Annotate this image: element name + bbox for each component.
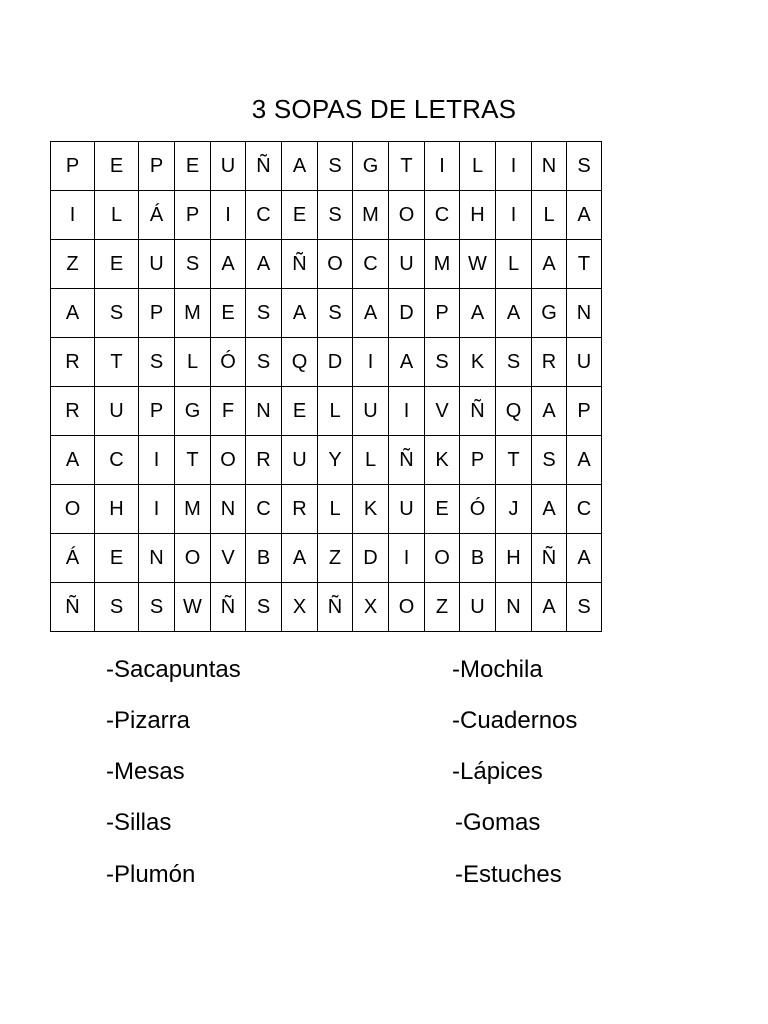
- grid-cell: S: [318, 142, 353, 191]
- grid-cell: P: [175, 191, 211, 240]
- grid-cell: O: [175, 534, 211, 583]
- grid-cell: M: [425, 240, 460, 289]
- grid-cell: S: [175, 240, 211, 289]
- grid-cell: L: [353, 436, 389, 485]
- grid-cell: O: [51, 485, 95, 534]
- grid-cell: P: [139, 387, 175, 436]
- word-right-3: -Gomas: [455, 809, 541, 836]
- grid-cell: G: [532, 289, 567, 338]
- grid-cell: X: [282, 583, 318, 632]
- grid-cell: U: [95, 387, 139, 436]
- grid-cell: Ñ: [211, 583, 246, 632]
- grid-cell: A: [282, 289, 318, 338]
- grid-cell: S: [567, 583, 602, 632]
- grid-cell: V: [211, 534, 246, 583]
- grid-cell: R: [51, 338, 95, 387]
- grid-cell: A: [496, 289, 532, 338]
- word-left-1: -Pizarra: [106, 707, 191, 734]
- grid-cell: U: [211, 142, 246, 191]
- grid-cell: A: [282, 142, 318, 191]
- word-left-2: -Mesas: [106, 758, 185, 785]
- grid-cell: A: [532, 387, 567, 436]
- grid-cell: I: [389, 387, 425, 436]
- grid-cell: A: [567, 436, 602, 485]
- grid-cell: S: [425, 338, 460, 387]
- grid-cell: Ñ: [318, 583, 353, 632]
- grid-cell: I: [353, 338, 389, 387]
- grid-cell: L: [318, 387, 353, 436]
- grid-cell: L: [496, 240, 532, 289]
- grid-cell: N: [567, 289, 602, 338]
- grid-cell: X: [353, 583, 389, 632]
- grid-cell: A: [460, 289, 496, 338]
- grid-cell: U: [389, 240, 425, 289]
- grid-cell: B: [246, 534, 282, 583]
- grid-cell: G: [353, 142, 389, 191]
- grid-cell: S: [95, 583, 139, 632]
- grid-cell: U: [282, 436, 318, 485]
- grid-cell: O: [318, 240, 353, 289]
- grid-cell: A: [51, 436, 95, 485]
- grid-cell: P: [139, 142, 175, 191]
- grid-cell: P: [139, 289, 175, 338]
- grid-cell: A: [532, 583, 567, 632]
- grid-cell: T: [95, 338, 139, 387]
- grid-cell: I: [496, 142, 532, 191]
- grid-cell: Ñ: [51, 583, 95, 632]
- grid-cell: L: [460, 142, 496, 191]
- grid-cell: K: [353, 485, 389, 534]
- grid-cell: S: [139, 583, 175, 632]
- grid-cell: P: [51, 142, 95, 191]
- grid-cell: N: [496, 583, 532, 632]
- grid-cell: N: [211, 485, 246, 534]
- grid-cell: N: [532, 142, 567, 191]
- grid-cell: F: [211, 387, 246, 436]
- grid-cell: I: [389, 534, 425, 583]
- grid-cell: S: [496, 338, 532, 387]
- grid-cell: H: [460, 191, 496, 240]
- grid-cell: M: [175, 289, 211, 338]
- grid-cell: I: [496, 191, 532, 240]
- grid-cell: Ñ: [246, 142, 282, 191]
- grid-row: [51, 387, 602, 436]
- grid-cell: A: [282, 534, 318, 583]
- grid-cell: Ñ: [282, 240, 318, 289]
- grid-cell: C: [425, 191, 460, 240]
- grid-cell: T: [496, 436, 532, 485]
- grid-cell: E: [95, 534, 139, 583]
- word-right-0: -Mochila: [452, 656, 543, 683]
- grid-cell: Á: [51, 534, 95, 583]
- grid-cell: N: [139, 534, 175, 583]
- grid-row: [51, 485, 602, 534]
- grid-cell: E: [95, 142, 139, 191]
- grid-cell: Ñ: [460, 387, 496, 436]
- grid-row: [51, 191, 602, 240]
- grid-cell: J: [496, 485, 532, 534]
- grid-cell: P: [460, 436, 496, 485]
- grid-cell: U: [460, 583, 496, 632]
- grid-row: [51, 240, 602, 289]
- grid-row: [51, 436, 602, 485]
- grid-cell: Q: [282, 338, 318, 387]
- word-search-grid: [50, 141, 602, 632]
- grid-cell: C: [246, 485, 282, 534]
- grid-cell: Z: [318, 534, 353, 583]
- grid-row: [51, 142, 602, 191]
- grid-cell: D: [318, 338, 353, 387]
- grid-cell: A: [51, 289, 95, 338]
- grid-cell: S: [246, 583, 282, 632]
- grid-cell: Ó: [211, 338, 246, 387]
- grid-cell: S: [246, 338, 282, 387]
- grid-cell: Ñ: [389, 436, 425, 485]
- grid-cell: Ñ: [532, 534, 567, 583]
- grid-cell: T: [175, 436, 211, 485]
- grid-cell: E: [175, 142, 211, 191]
- grid-cell: A: [389, 338, 425, 387]
- grid-cell: E: [282, 387, 318, 436]
- grid-row: [51, 583, 602, 632]
- grid-cell: A: [567, 191, 602, 240]
- grid-cell: L: [532, 191, 567, 240]
- grid-cell: H: [95, 485, 139, 534]
- grid-cell: R: [51, 387, 95, 436]
- grid-cell: A: [211, 240, 246, 289]
- grid-cell: O: [389, 191, 425, 240]
- word-left-4: -Plumón: [106, 861, 196, 888]
- grid-cell: W: [175, 583, 211, 632]
- grid-row: [51, 534, 602, 583]
- grid-cell: P: [567, 387, 602, 436]
- grid-cell: O: [389, 583, 425, 632]
- word-left-3: -Sillas: [106, 809, 172, 836]
- grid-cell: U: [139, 240, 175, 289]
- word-right-2: -Lápices: [452, 758, 543, 785]
- grid-cell: V: [425, 387, 460, 436]
- grid-cell: H: [496, 534, 532, 583]
- grid-cell: N: [246, 387, 282, 436]
- grid-cell: I: [51, 191, 95, 240]
- grid-cell: A: [353, 289, 389, 338]
- grid-cell: S: [318, 191, 353, 240]
- page-title: 3 SOPAS DE LETRAS: [251, 94, 517, 124]
- grid-cell: A: [532, 240, 567, 289]
- grid-cell: T: [567, 240, 602, 289]
- grid-cell: U: [567, 338, 602, 387]
- grid-row: [51, 338, 602, 387]
- grid-cell: D: [353, 534, 389, 583]
- grid-cell: U: [389, 485, 425, 534]
- word-right-4: -Estuches: [455, 861, 562, 888]
- grid-cell: Y: [318, 436, 353, 485]
- word-left-0: -Sacapuntas: [106, 656, 241, 683]
- grid-cell: Q: [496, 387, 532, 436]
- grid-cell: T: [389, 142, 425, 191]
- grid-cell: S: [139, 338, 175, 387]
- grid-cell: A: [246, 240, 282, 289]
- grid-cell: L: [318, 485, 353, 534]
- grid-cell: R: [246, 436, 282, 485]
- grid-cell: W: [460, 240, 496, 289]
- grid-cell: I: [211, 191, 246, 240]
- grid-cell: I: [139, 485, 175, 534]
- grid-cell: G: [175, 387, 211, 436]
- grid-cell: E: [211, 289, 246, 338]
- grid-cell: O: [425, 534, 460, 583]
- grid-cell: Ó: [460, 485, 496, 534]
- grid-cell: S: [318, 289, 353, 338]
- grid-cell: A: [532, 485, 567, 534]
- grid-cell: Á: [139, 191, 175, 240]
- grid-cell: P: [425, 289, 460, 338]
- grid-cell: U: [353, 387, 389, 436]
- grid-cell: C: [95, 436, 139, 485]
- grid-cell: C: [567, 485, 602, 534]
- grid-cell: I: [425, 142, 460, 191]
- grid-cell: R: [532, 338, 567, 387]
- grid-cell: Z: [425, 583, 460, 632]
- grid-cell: A: [567, 534, 602, 583]
- grid-cell: C: [246, 191, 282, 240]
- grid-cell: Z: [51, 240, 95, 289]
- grid-cell: O: [211, 436, 246, 485]
- grid-cell: S: [567, 142, 602, 191]
- word-right-1: -Cuadernos: [452, 707, 578, 734]
- grid-cell: C: [353, 240, 389, 289]
- grid-row: [51, 289, 602, 338]
- grid-cell: K: [425, 436, 460, 485]
- grid-cell: B: [460, 534, 496, 583]
- grid-cell: M: [353, 191, 389, 240]
- grid-cell: K: [460, 338, 496, 387]
- grid-cell: S: [95, 289, 139, 338]
- grid-cell: E: [282, 191, 318, 240]
- grid-cell: L: [175, 338, 211, 387]
- grid-cell: S: [246, 289, 282, 338]
- grid-cell: M: [175, 485, 211, 534]
- grid-cell: R: [282, 485, 318, 534]
- grid-cell: I: [139, 436, 175, 485]
- grid-cell: E: [425, 485, 460, 534]
- grid-cell: E: [95, 240, 139, 289]
- grid-cell: L: [95, 191, 139, 240]
- grid-cell: S: [532, 436, 567, 485]
- grid-cell: D: [389, 289, 425, 338]
